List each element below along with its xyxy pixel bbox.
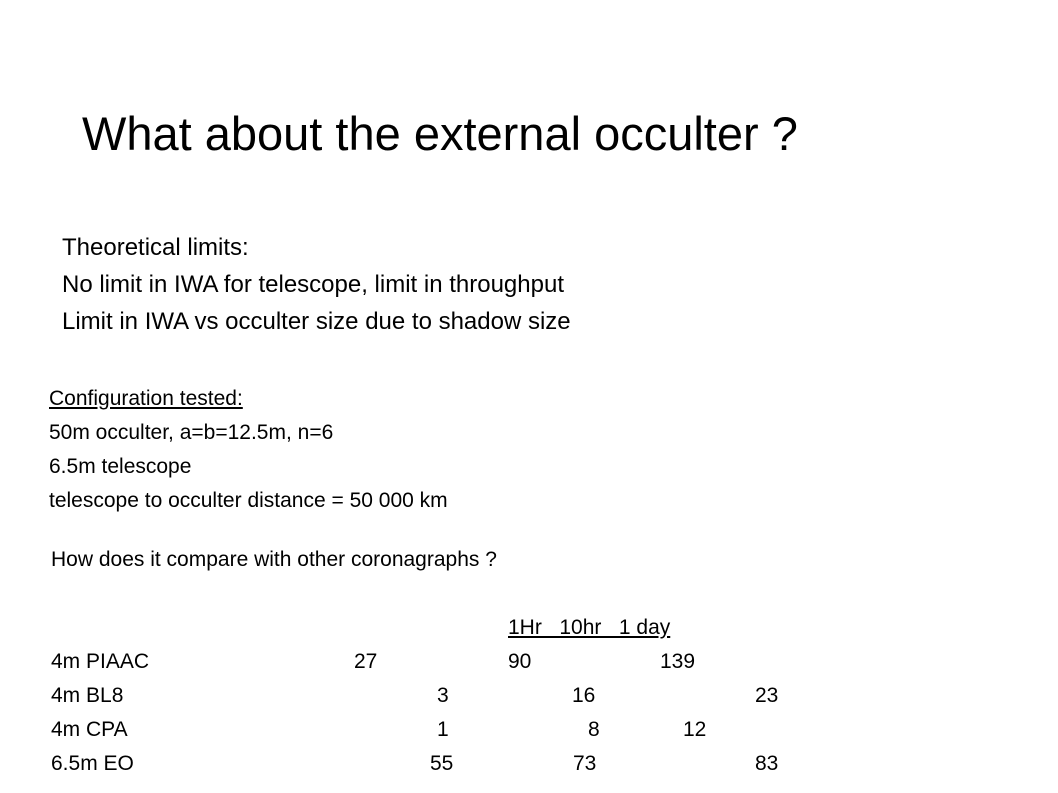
table-cell: 139 [660, 650, 696, 673]
table-cell: 90 [508, 650, 532, 673]
compare-question: How does it compare with other coronagraphs ? [51, 548, 497, 571]
config-line: telescope to occulter distance = 50 000 km [49, 489, 448, 512]
table-cell: 55 [430, 752, 454, 775]
table-cell: 23 [755, 684, 779, 707]
slide-title: What about the external occulter ? [82, 107, 798, 160]
config-line: 50m occulter, a=b=12.5m, n=6 [49, 421, 334, 444]
table-cell: 3 [437, 684, 449, 707]
table-cell: 73 [573, 752, 597, 775]
table-row-name: 4m CPA [51, 718, 128, 741]
theory-heading: Theoretical limits: [62, 234, 249, 261]
table-row-name: 4m PIAAC [51, 650, 150, 673]
table-cell: 12 [683, 718, 707, 741]
table-row-name: 6.5m EO [51, 752, 134, 775]
table-cell: 1 [437, 718, 449, 741]
theory-line: No limit in IWA for telescope, limit in throughput [62, 271, 564, 298]
table-cell: 83 [755, 752, 779, 775]
config-line: 6.5m telescope [49, 455, 192, 478]
config-heading: Configuration tested: [49, 387, 243, 410]
table-header: 1Hr 10hr 1 day [508, 616, 671, 639]
table-row-name: 4m BL8 [51, 684, 124, 707]
theory-line: Limit in IWA vs occulter size due to shadow size [62, 308, 571, 335]
table-cell: 16 [572, 684, 596, 707]
table-cell: 8 [588, 718, 600, 741]
table-cell: 27 [354, 650, 378, 673]
